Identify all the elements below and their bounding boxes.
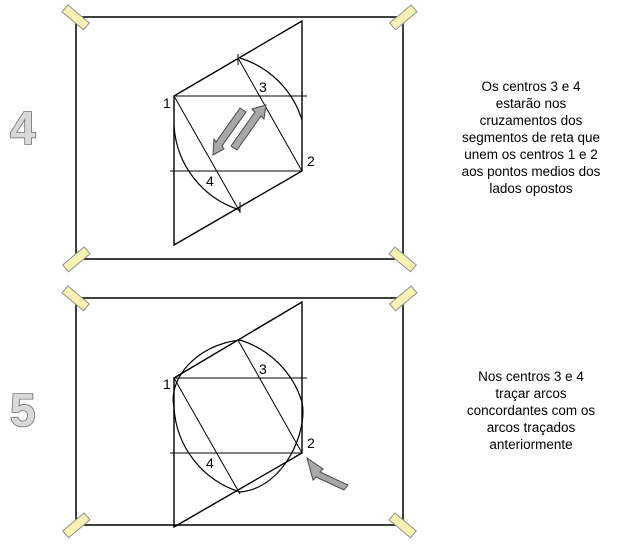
step-5-number: 5 — [10, 384, 36, 436]
step-5-rhombus — [174, 302, 302, 527]
step-5-panel — [10, 286, 417, 538]
point-1-label: 1 — [163, 376, 171, 392]
point-4-label: 4 — [206, 455, 214, 471]
step-5-arc-right — [240, 402, 303, 492]
point-2-label: 2 — [307, 153, 315, 169]
step-5-arc-bottom — [174, 407, 240, 492]
step-5-caption: Nos centros 3 e 4 traçar arcos concordantes com os arcos traçados anteriormente — [466, 369, 596, 452]
step-5-line-2-midpoint — [238, 340, 302, 453]
point-3-label: 3 — [259, 361, 267, 377]
arrow-up-left-icon — [307, 458, 348, 490]
step-4-arc-bottom — [174, 125, 240, 210]
arrow-up-right-icon — [231, 105, 266, 150]
point-2-label: 2 — [307, 435, 315, 451]
step-4-panel — [10, 5, 417, 272]
step-4-caption: Os centros 3 e 4 estarão nos cruzamentos dos segmentos de reta que unem os centros 1 e 2 aos pontos medios dos lados opostos — [461, 79, 601, 196]
step-4-arc-top — [240, 58, 302, 120]
step-5-arc-top — [240, 340, 302, 402]
step-4-line-2-midpoint — [238, 58, 302, 171]
point-4-label: 4 — [206, 173, 214, 189]
step-4-line-1-midpoint — [174, 96, 240, 212]
step-5-arc-left — [173, 340, 240, 407]
step-5-sheet — [76, 298, 403, 525]
point-1-label: 1 — [163, 95, 171, 111]
point-3-label: 3 — [259, 79, 267, 95]
step-4-number: 4 — [10, 102, 36, 154]
step-5-line-1-midpoint — [174, 378, 240, 494]
